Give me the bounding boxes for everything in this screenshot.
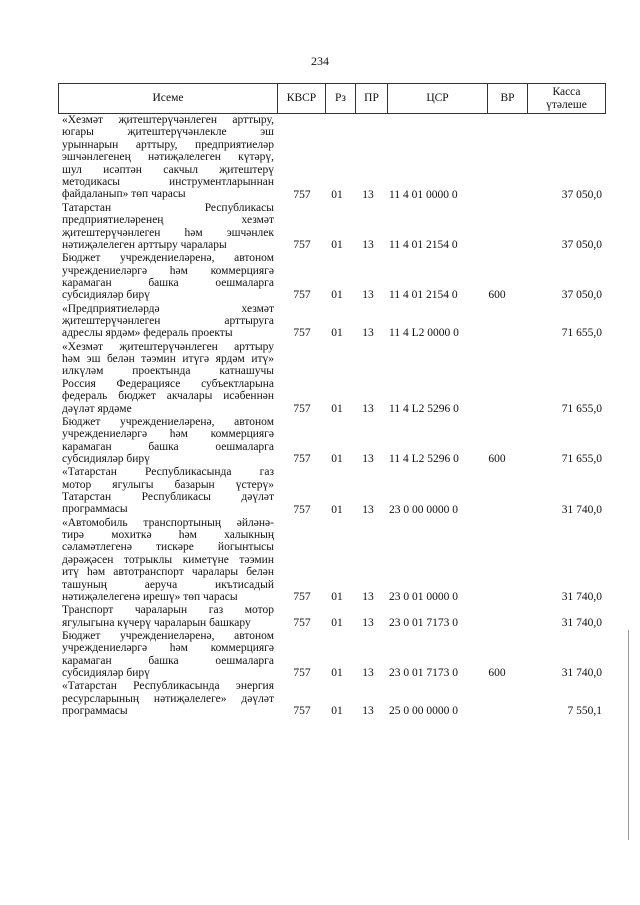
row-name-line: субсидияләр бирү	[62, 667, 150, 680]
row-name-line: эшчәнлегенең нәтиҗәлелеген күтәрү,	[62, 151, 274, 164]
row-name-line: файдаланып» төп чарасы	[62, 188, 186, 201]
row-name-line: тирә мохиткә һәм халыкның	[62, 529, 274, 541]
row-name	[62, 114, 274, 201]
row-kvsr: 757	[293, 591, 311, 604]
row-name	[62, 303, 274, 340]
row-csr: 11 4 01 2154 0	[389, 239, 458, 252]
row-sum: 37 050,0	[561, 188, 602, 201]
row-rz: 01	[331, 402, 343, 415]
row-pr: 13	[362, 188, 374, 201]
row-sum: 31 740,0	[561, 667, 602, 680]
row-pr: 13	[362, 591, 374, 604]
row-rz: 01	[331, 503, 343, 516]
row-name-line: «Автомобиль транспортының әйләнә-	[62, 516, 274, 529]
row-name-line: программасы	[62, 705, 128, 718]
row-csr: 23 0 01 7173 0	[389, 667, 458, 680]
row-name-line: ягулыгына күчерү чараларын башкару	[62, 616, 251, 629]
row-csr: 11 4 L2 0000 0	[389, 327, 459, 340]
table-row	[62, 341, 610, 416]
row-name	[62, 341, 274, 415]
row-name-line: Татарстан Республикасы	[62, 201, 274, 214]
row-name	[62, 202, 274, 252]
row-sum: 71 655,0	[561, 402, 602, 415]
row-name-line: учреждениеләргә һәм коммерциягә	[62, 264, 274, 277]
row-kvsr: 757	[293, 188, 311, 201]
row-vr: 600	[488, 289, 506, 302]
table-row	[62, 630, 610, 680]
row-name-line: җитештерүчәнлеген арттыруга	[62, 314, 274, 327]
row-rz: 01	[331, 188, 343, 201]
row-name-line: ресурсларының нәтиҗәлелеге» дәүләт	[62, 692, 274, 705]
row-name-line: учреждениеләргә һәм коммерциягә	[62, 642, 274, 655]
row-csr: 11 4 L2 5296 0	[389, 453, 459, 466]
header-pr: ПР	[356, 83, 388, 114]
row-csr: 23 0 01 7173 0	[389, 616, 458, 629]
row-name-line: нәтиҗәлелеген арттыру чаралары	[62, 238, 227, 251]
row-name-line: карамаган башка оешмаларга	[62, 440, 274, 453]
row-kvsr: 757	[293, 453, 311, 466]
row-name-line: Россия Федерациясе субъектларына	[62, 377, 274, 390]
row-csr: 11 4 01 0000 0	[389, 188, 458, 201]
row-rz: 01	[331, 239, 343, 252]
row-rz: 01	[331, 616, 343, 629]
row-name-line: учреждениеләргә һәм коммерциягә	[62, 428, 274, 441]
row-name-line: Бюджет учреждениеләренә, автоном	[62, 252, 274, 265]
row-name-line: шул исәптән сакчыл җитештерү	[62, 163, 274, 176]
row-name-line: илкүләм проектында катнашучы	[62, 365, 274, 378]
row-vr: 600	[488, 453, 506, 466]
table-row	[62, 680, 610, 717]
row-kvsr: 757	[293, 289, 311, 302]
row-kvsr: 757	[293, 402, 311, 415]
row-pr: 13	[362, 667, 374, 680]
row-name-line: «Предприятиеләрдә хезмәт	[62, 302, 274, 315]
row-rz: 01	[331, 705, 343, 718]
row-name-line: программасы	[62, 503, 128, 516]
row-sum: 71 655,0	[561, 327, 602, 340]
row-sum: 7 550,1	[567, 705, 602, 718]
row-pr: 13	[362, 453, 374, 466]
row-name	[62, 604, 274, 629]
header-kassa	[528, 83, 606, 114]
row-name	[62, 680, 274, 717]
row-rz: 01	[331, 667, 343, 680]
row-name	[62, 630, 274, 680]
row-sum: 71 655,0	[561, 453, 602, 466]
table-row	[62, 416, 610, 466]
row-kvsr: 757	[293, 239, 311, 252]
table-row	[62, 303, 610, 340]
row-rz: 01	[331, 327, 343, 340]
row-name-line: урыннарын арттыру, предприятиеләр	[62, 138, 274, 151]
row-name-line: Татарстан Республикасы дәүләт	[62, 491, 274, 503]
row-name	[62, 252, 274, 302]
row-sum: 37 050,0	[561, 239, 602, 252]
row-name-line: сәламәтлегенә тискәре йогынтысы	[62, 541, 274, 554]
row-name-line: дәрәҗәсен тотрыклы киметүне тәэмин	[62, 553, 274, 566]
row-name-line: мотор ягулыгы базарын үстерү»	[62, 478, 274, 491]
row-name-line: «Хезмәт җитештерүчәнлеген арттыру	[62, 340, 274, 353]
row-name-line: Бюджет учреждениеләренә, автоном	[62, 415, 274, 428]
page-number: 234	[311, 54, 329, 68]
row-csr: 11 4 L2 5296 0	[389, 402, 459, 415]
row-name-line: итү һәм автотранспорт чаралары белән	[62, 566, 274, 579]
row-kvsr: 757	[293, 327, 311, 340]
row-name	[62, 517, 274, 604]
row-name-line: җитештерүчәнлеген һәм эшчәнлек	[62, 226, 274, 239]
table-row	[62, 604, 610, 629]
table-row	[62, 202, 610, 252]
table-row	[62, 517, 610, 604]
row-rz: 01	[331, 591, 343, 604]
row-pr: 13	[362, 239, 374, 252]
row-name-line: ташуның аеруча икътисадый	[62, 578, 274, 591]
row-pr: 13	[362, 503, 374, 516]
row-name-line: «Татарстан Республикасында энергия	[62, 680, 274, 693]
row-name-line: федераль бюджет акчалары исәбеннән	[62, 390, 274, 403]
row-csr: 11 4 01 2154 0	[389, 289, 458, 302]
row-sum: 31 740,0	[561, 616, 602, 629]
row-pr: 13	[362, 705, 374, 718]
row-rz: 01	[331, 289, 343, 302]
row-name-line: «Татарстан Республикасында газ	[62, 466, 274, 479]
row-pr: 13	[362, 402, 374, 415]
table-row	[62, 466, 610, 516]
row-name	[62, 466, 274, 516]
header-kvsr: КВСР	[278, 83, 326, 114]
row-name-line: методикасы инструментларыннан	[62, 176, 274, 189]
row-csr: 25 0 00 0000 0	[389, 705, 458, 718]
row-kvsr: 757	[293, 503, 311, 516]
row-kvsr: 757	[293, 667, 311, 680]
row-rz: 01	[331, 453, 343, 466]
header-kassa-line1: Касса	[552, 85, 581, 98]
row-vr: 600	[488, 667, 506, 680]
row-sum: 31 740,0	[561, 503, 602, 516]
row-sum: 31 740,0	[561, 591, 602, 604]
row-name-line: дәүләт ярдәме	[62, 402, 132, 415]
header-vr: ВР	[488, 83, 528, 114]
row-name-line: югары җитештерүчәнлекле эш	[62, 126, 274, 139]
table-row	[62, 114, 610, 201]
row-csr: 23 0 00 0000 0	[389, 503, 458, 516]
row-name-line: карамаган башка оешмаларга	[62, 276, 274, 289]
row-name-line: субсидияләр бирү	[62, 453, 150, 466]
margin-line	[628, 630, 629, 840]
row-name-line: предприятиеләренең хезмәт	[62, 214, 274, 227]
row-sum: 37 050,0	[561, 289, 602, 302]
header-rz: Рз	[326, 83, 356, 114]
row-pr: 13	[362, 289, 374, 302]
header-name: Исеме	[58, 83, 278, 114]
table-header	[58, 83, 606, 114]
row-pr: 13	[362, 327, 374, 340]
row-name	[62, 416, 274, 466]
table-row	[62, 252, 610, 302]
row-name-line: Транспорт чараларын газ мотор	[62, 604, 274, 617]
row-name-line: карамаган башка оешмаларга	[62, 654, 274, 667]
row-name-line: нәтиҗәлелегенә ирешү» төп чарасы	[62, 591, 238, 604]
row-kvsr: 757	[293, 616, 311, 629]
row-name-line: Бюджет учреждениеләренә, автоном	[62, 629, 274, 642]
row-pr: 13	[362, 616, 374, 629]
row-kvsr: 757	[293, 705, 311, 718]
header-kassa-line2: үтәлеше	[546, 98, 587, 111]
row-name-line: адреслы ярдәм» федераль проекты	[62, 327, 233, 340]
row-name-line: һәм эш белән тәэмин итүгә ярдәм итү»	[62, 352, 274, 365]
header-csr: ЦСР	[388, 83, 488, 114]
row-name-line: «Хезмәт җитештерүчәнлеген арттыру,	[62, 114, 274, 126]
row-name-line: субсидияләр бирү	[62, 289, 150, 302]
row-csr: 23 0 01 0000 0	[389, 591, 458, 604]
